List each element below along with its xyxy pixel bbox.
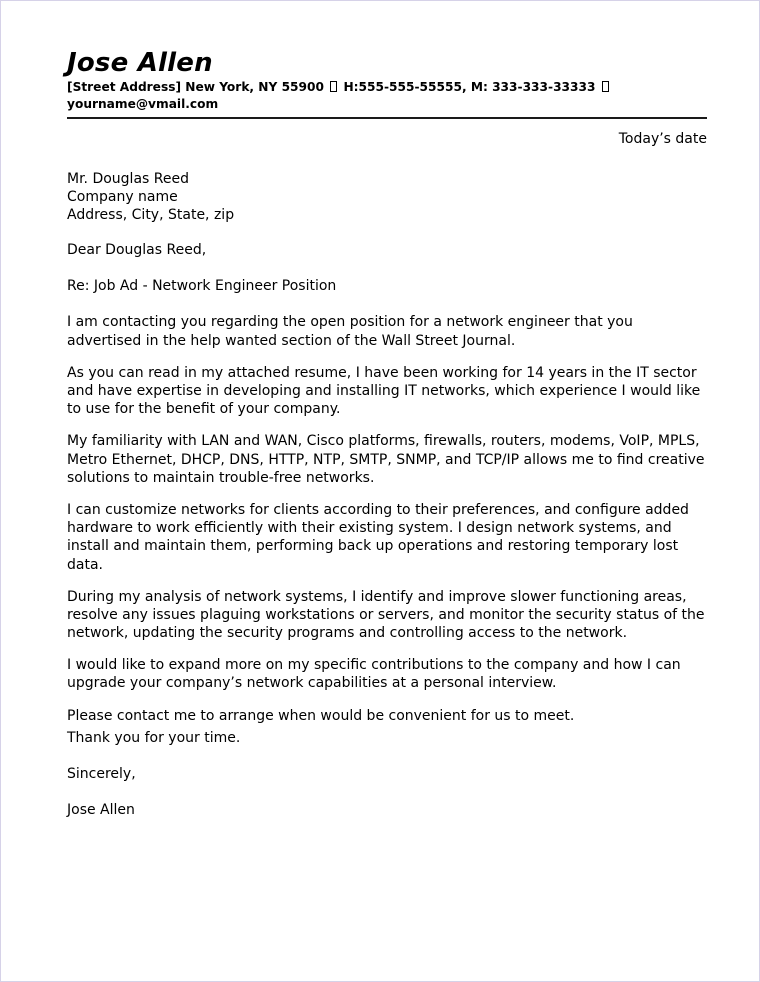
- salutation: Dear Douglas Reed,: [67, 242, 207, 259]
- thank-you-line: Thank you for your time.: [67, 729, 241, 746]
- body-paragraph: Please contact me to arrange when would be convenient for us to meet.: [67, 707, 575, 724]
- addressee-address: Address, City, State, zip: [67, 207, 235, 224]
- separator-box-icon-2: [602, 81, 609, 92]
- addressee-block: [67, 170, 707, 224]
- letterhead-divider: [67, 117, 707, 119]
- body-paragraphs: [67, 313, 707, 724]
- sender-street-address: [Street Address] New York, NY 55900: [67, 80, 324, 95]
- body-paragraph: As you can read in my attached resume, I have been working for 14 years in the IT sector and have expertise in developing and installing IT networks, which experience I would like to use for the benefit of your company.: [67, 364, 701, 418]
- subject-line: Re: Job Ad - Network Engineer Position: [67, 278, 337, 295]
- separator-box-icon: [330, 81, 337, 92]
- body-paragraph: I am contacting you regarding the open position for a network engineer that you advertised in the help wanted section of the Wall Street Journal.: [67, 314, 633, 349]
- body-paragraph: I would like to expand more on my specific contributions to the company and how I can upgrade your company’s network capabilities at a personal interview.: [67, 657, 681, 692]
- body-paragraph: I can customize networks for clients according to their preferences, and configure added hardware to work efficiently with their existing system. I design network systems, and install and maintain them, performing back up operations and restoring temporary lost data.: [67, 501, 689, 573]
- body-paragraph: During my analysis of network systems, I identify and improve slower functioning areas, resolve any issues plaguing workstations or servers, and monitor the security status of the network, updating the security programs and controlling access to the network.: [67, 588, 705, 642]
- body-paragraph: My familiarity with LAN and WAN, Cisco platforms, firewalls, routers, modems, VoIP, MPLS, Metro Ethernet, DHCP, DNS, HTTP, NTP, SMTP, SNMP, and TCP/IP allows me to find creative solutions to maintain trouble-free networks.: [67, 433, 705, 486]
- signature-name: Jose Allen: [67, 802, 135, 819]
- sender-phone-mobile: M: 333-333-33333: [470, 80, 596, 95]
- addressee-name: Mr. Douglas Reed: [67, 170, 189, 187]
- letter-content: [67, 1, 707, 819]
- sender-phone-home: H:555-555-55555,: [343, 80, 467, 95]
- date-label: Today’s date: [618, 130, 707, 147]
- letterhead: [67, 1, 707, 119]
- closing-block: [67, 729, 707, 820]
- sender-email: yourname@vmail.com: [67, 97, 219, 112]
- valediction: Sincerely,: [67, 766, 136, 782]
- addressee-company: Company name: [67, 188, 178, 205]
- sender-name: Jose Allen: [67, 48, 213, 78]
- sender-contact-line: [67, 79, 657, 114]
- date-line: [67, 130, 707, 148]
